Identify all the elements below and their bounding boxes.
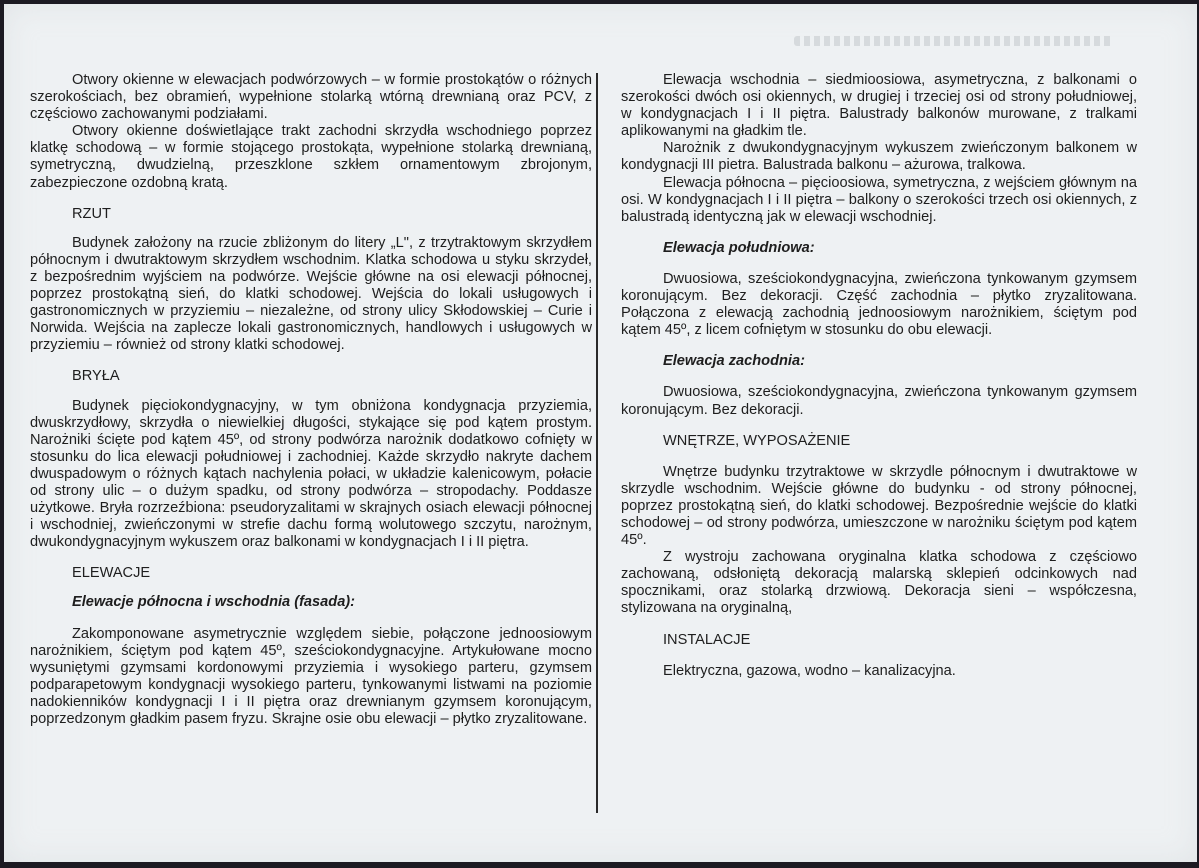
paragraph-elewacja-zachodnia: Dwuosiowa, sześciokondygnacyjna, zwieńczona tynkowanym gzymsem koronującym. Bez dekoracji. <box>621 384 1137 418</box>
paragraph-elewacja-wschodnia: Elewacja wschodnia – siedmioosiowa, asymetryczna, z balkonami o szerokości dwóch osi okiennych, w drugiej i trzeciej osi od strony południowej, w kondygnacjach I i II piętra. Balustrady balkonów murowane, z tralkami aplikowanymi na gładkim tle. <box>621 72 1137 140</box>
paragraph-naroznik: Narożnik z dwukondygnacyjnym wykuszem zwieńczonym balkonem w kondygnacji III pietra. Balustrada balkonu – ażurowa, tralkowa. <box>621 140 1137 174</box>
paragraph-instalacje: Elektryczna, gazowa, wodno – kanalizacyjna. <box>663 662 956 679</box>
scanned-page <box>4 4 1197 862</box>
paragraph-wystroj: Z wystroju zachowana oryginalna klatka schodowa z częściowo zachowaną, odsłoniętą dekoracją malarską sklepień odcinkowych nad spocznikami, oraz stolarką drzwiową. Dekoracja sieni – współczesna, stylizowana na oryginalną, <box>621 549 1137 617</box>
heading-instalacje: INSTALACJE <box>663 631 751 648</box>
paragraph-windows-courtyard: Otwory okienne w elewacjach podwórzowych – w formie prostokątów o różnych szerokościach, bez obramień, wypełnione stolarką wtórną drewnianą oraz PCV, z częściowo zachowanymi podziałami. <box>30 72 592 123</box>
subheading-elewacje-polnocna-wschodnia: Elewacje północna i wschodnia (fasada): <box>72 594 356 611</box>
paragraph-elewacja-polnocna: Elewacja północna – pięcioosiowa, symetryczna, z wejściem głównym na osi. W kondygnacjach I i II piętra – balkony o szerokości trzech osi okiennych, z balustradą identyczną jak w elewacji wschodniej. <box>621 174 1137 225</box>
paragraph-wnetrze: Wnętrze budynku trzytraktowe w skrzydle północnym i dwutraktowe w skrzydle wschodnim. Wejście główne do budynku - od strony północnej, poprzez prostokątną sień, do klatki schodowej. Bezpośrednie wejście do klatki schodowej – od strony podwórza, umieszczone w narożniku ściętym pod kątem 45º. <box>621 463 1137 549</box>
paragraph-bryla: Budynek pięciokondygnacyjny, w tym obniżona kondygnacja przyziemia, dwuskrzydłowy, skrzydła o niewielkiej długości, stykające się pod kątem prostym. Narożniki ścięte pod kątem 45º, od strony podwórza narożnik dodatkowo cofnięty w stosunku do lica elewacji południowej i zachodniej. Każde skrzydło nakryte dachem dwuspadowym o różnych kątach nachylenia połaci, w układzie kalenicowym, połacie od strony ulic – o dużym spadku, od strony podwórza – stropodachy. Poddasze użytkowe. Bryła rozrzeźbiona: pseudoryzalitami w skrajnych osiach elewacji północnej i wschodniej, zwieńczonymi w strefie dachu formą wolutowego szczytu, narożnym, dwukondygnacyjnym wykuszem oraz balkonami w kondygnacjach I i II piętra. <box>30 397 592 551</box>
column-divider <box>596 73 598 813</box>
left-column <box>30 72 592 728</box>
subheading-elewacja-zachodnia: Elewacja zachodnia: <box>663 353 805 370</box>
heading-rzut: RZUT <box>72 205 111 222</box>
paragraph-elewacje-polnocna-wschodnia: Zakomponowane asymetrycznie względem siebie, połączone jednoosiowym narożnikiem, ściętym pod kątem 45º, sześciokondygnacyjne. Artykułowane mocno wysuniętymi gzymsami kordonowymi przyziemia i wysokiego parteru, gzymsem podparapetowym kondygnacji wysokiego parteru, tynkowanymi listwami na poziomie nadokienników kondygnacji I i II piętra oraz drewnianym gzymsem koronującym, poprzedzonym gładkim pasem fryzu. Skrajne osie obu elewacji – płytko zryzalitowane. <box>30 625 592 727</box>
right-column <box>621 72 1137 680</box>
paragraph-windows-stairwell: Otwory okienne doświetlające trakt zachodni skrzydła wschodniego poprzez klatkę schodową – w formie stojącego prostokąta, wypełnione stolarką drewnianą, symetryczną, dwudzielną, przeszklone szkłem ornamentowym zbrojonym, zabezpieczone ozdobną kratą. <box>30 123 592 191</box>
heading-wnetrze: WNĘTRZE, WYPOSAŻENIE <box>663 432 851 449</box>
bleed-through-artifact <box>794 36 1114 46</box>
subheading-elewacja-poludniowa: Elewacja południowa: <box>663 239 815 256</box>
paragraph-rzut: Budynek założony na rzucie zbliżonym do litery „L", z trzytraktowym skrzydłem północnym i dwutraktowym skrzydłem wschodnim. Klatka schodowa u styku skrzydeł, z bezpośrednim wyjściem na podwórze. Wejście główne na osi elewacji północnej, poprzez prostokątną sień, do klatki schodowej. Wejścia do lokali usługowych i gastronomicznych w przyziemiu – niezależne, od strony ulicy Skłodowskiej – Curie i Norwida. Wejścia na zaplecze lokali gastronomicznych, handlowych i usługowych w przyziemiu – również od strony klatki schodowej. <box>30 234 592 354</box>
paragraph-elewacja-poludniowa: Dwuosiowa, sześciokondygnacyjna, zwieńczona tynkowanym gzymsem koronującym. Bez dekoracji. Część zachodnia – płytko zryzalitowana. Połączona z elewacją zachodnią jednoosiowym narożnikiem, ściętym pod kątem 45º, z licem cofniętym w stosunku do obu elewacji. <box>621 270 1137 339</box>
heading-bryla: BRYŁA <box>72 368 120 385</box>
heading-elewacje: ELEWACJE <box>72 565 151 582</box>
